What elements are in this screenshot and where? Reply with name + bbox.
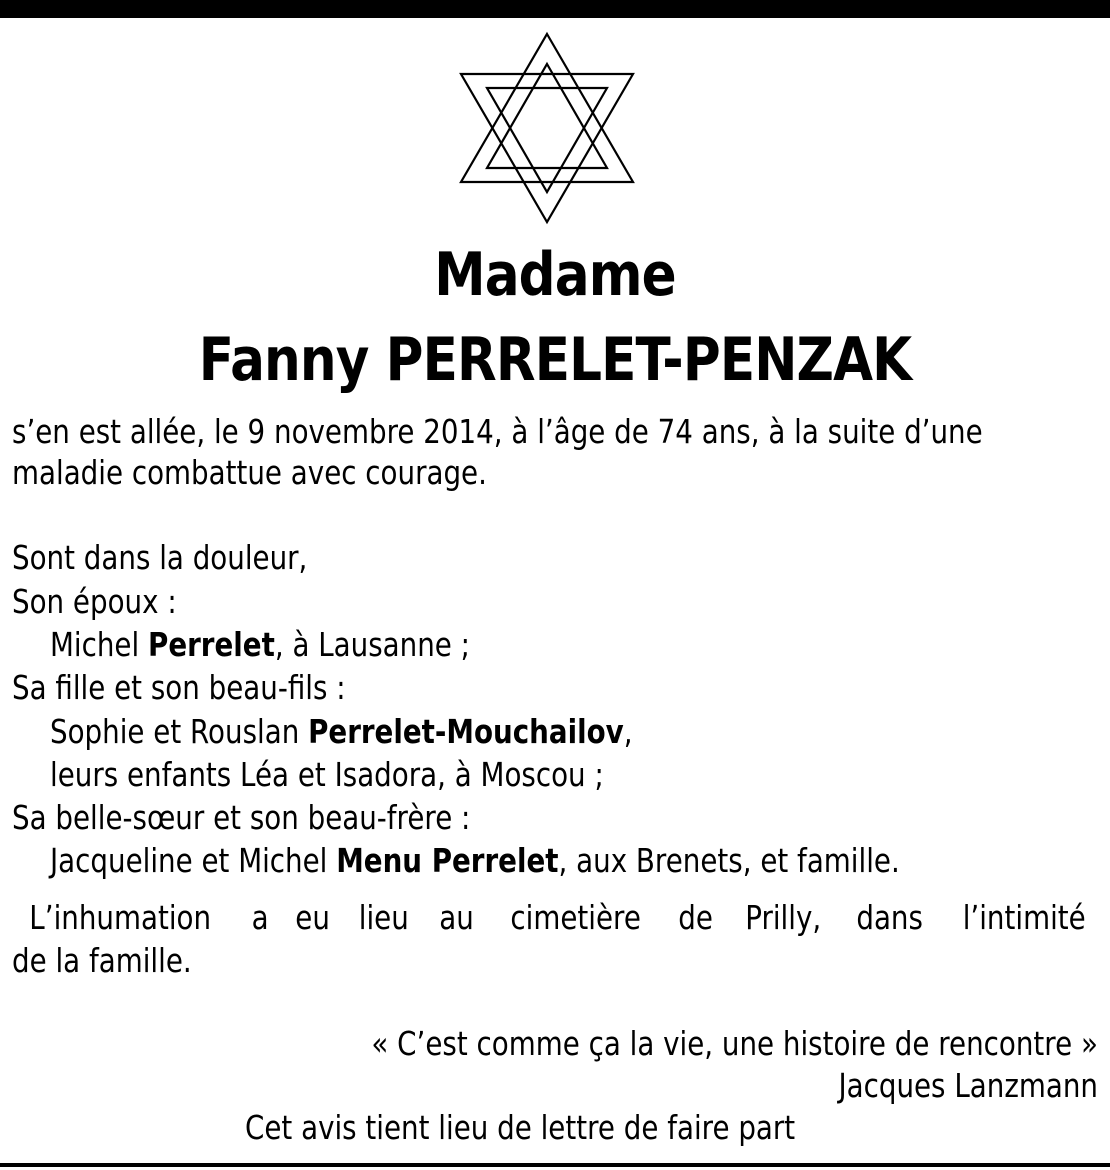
- spouse-place: , à Lausanne ;: [274, 625, 471, 664]
- daughter-first: Sophie et Rouslan: [50, 712, 309, 751]
- intro-line1: s’en est allée, le 9 novembre 2014, à l’âge de 74 ans, à la suite d’une: [12, 412, 983, 451]
- daughter-line: [50, 712, 633, 752]
- burial-word: eu: [294, 898, 330, 937]
- footer-notice: Cet avis tient lieu de lettre de faire part: [245, 1108, 796, 1147]
- top-border: [0, 0, 1110, 18]
- spouse-last: Perrelet: [148, 625, 275, 664]
- burial-line1: [12, 898, 1097, 938]
- spouse-label: Son époux :: [12, 582, 177, 621]
- star-of-david-icon: [457, 30, 637, 226]
- spouse-first: Michel: [50, 625, 149, 664]
- burial-word: dans: [856, 898, 923, 937]
- grandchildren-line: leurs enfants Léa et Isadora, à Moscou ;: [50, 755, 604, 794]
- inlaws-first: Jacqueline et Michel: [50, 841, 337, 880]
- burial-word: cimetière: [510, 898, 642, 937]
- burial-word: lieu: [359, 898, 410, 937]
- burial-word: de: [678, 898, 713, 937]
- daughter-last: Perrelet-Mouchailov: [308, 712, 624, 751]
- inlaws-last: Menu Perrelet: [336, 841, 559, 880]
- burial-word: au: [438, 898, 474, 937]
- burial-word: a: [251, 898, 269, 937]
- inlaws-line: [50, 841, 900, 881]
- inlaws-label: Sa belle-sœur et son beau-frère :: [12, 798, 471, 837]
- quote-text: « C’est comme ça la vie, une histoire de rencontre »: [371, 1024, 1098, 1063]
- family-heading: Sont dans la douleur,: [12, 538, 308, 577]
- inlaws-place: , aux Brenets, et famille.: [558, 841, 900, 880]
- burial-word: l’intimité: [962, 898, 1086, 937]
- quote-author: Jacques Lanzmann: [838, 1066, 1098, 1105]
- title-line1: Madame: [434, 240, 676, 310]
- bottom-border: [0, 1163, 1110, 1167]
- burial-line2: de la famille.: [12, 941, 192, 980]
- daughter-end: ,: [623, 712, 633, 751]
- title-line2: Fanny PERRELET-PENZAK: [198, 325, 912, 395]
- intro-line2: maladie combattue avec courage.: [12, 453, 487, 492]
- burial-word: L’inhumation: [29, 898, 212, 937]
- daughter-label: Sa fille et son beau-fils :: [12, 668, 346, 707]
- spouse-line: [50, 625, 470, 665]
- burial-word: Prilly,: [745, 898, 822, 937]
